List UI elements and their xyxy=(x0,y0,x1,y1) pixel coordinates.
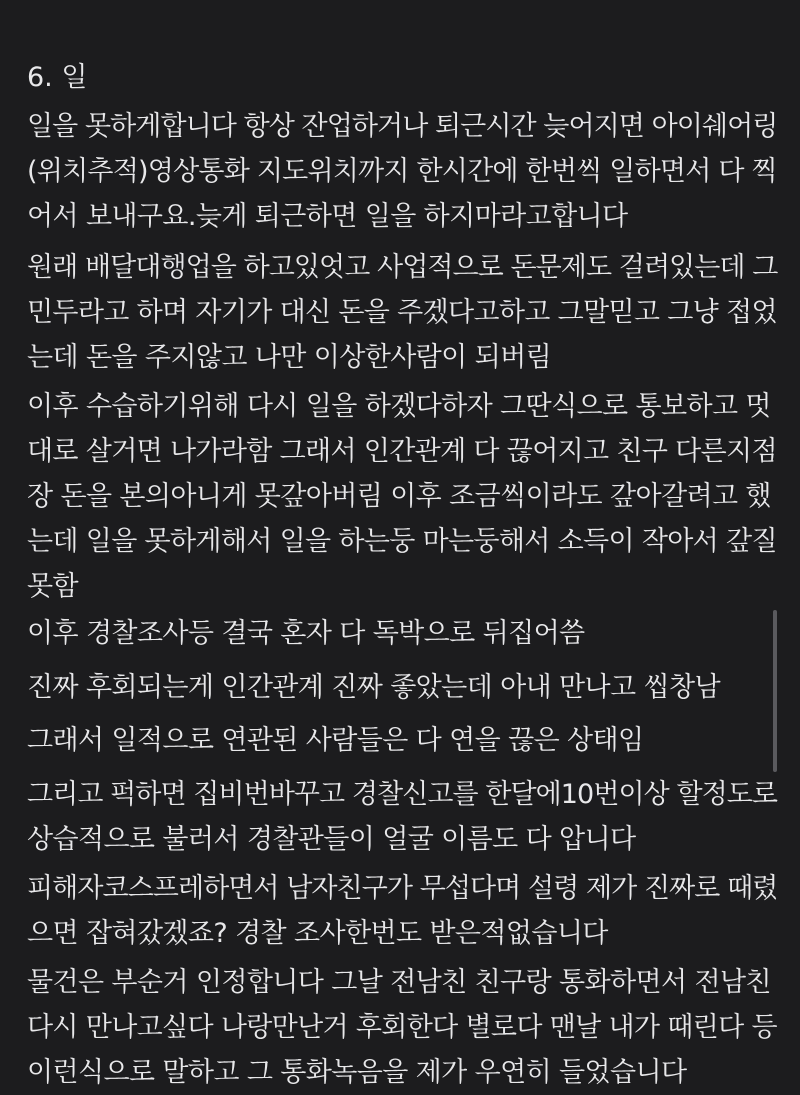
paragraph xyxy=(27,611,585,656)
paragraph-line: 어서 보내구요.늦게 퇴근하면 일을 하지마라고합니다 xyxy=(27,201,628,232)
paragraph xyxy=(27,104,777,239)
paragraph xyxy=(27,245,777,380)
paragraph-line: 민두라고 하며 자기가 대신 돈을 주겠다고하고 그말믿고 그냥 접었 xyxy=(27,297,777,328)
paragraph-line: 장 돈을 본의아니게 못갚아버림 이후 조금씩이라도 갚아갈려고 했 xyxy=(27,481,771,512)
paragraph-line: 피해자코스프레하면서 남자친구가 무섭다며 설령 제가 진짜로 때렸 xyxy=(27,873,778,904)
section-heading: 6. 일 xyxy=(27,62,88,93)
paragraph-line: 는데 돈을 주지않고 나만 이상한사람이 되버림 xyxy=(27,342,552,373)
paragraph-line: 으면 잡혀갔겠죠? 경찰 조사한번도 받은적없습니다 xyxy=(27,918,608,949)
scrollbar-thumb[interactable] xyxy=(773,610,777,772)
paragraph-line: (위치추적)영상통화 지도위치까지 한시간에 한번씩 일하면서 다 찍 xyxy=(27,156,777,187)
paragraph xyxy=(27,866,777,956)
paragraph-line: 물건은 부순거 인정합니다 그날 전남친 친구랑 통화하면서 전남친 xyxy=(27,967,771,998)
paragraph-line: 일을 못하게합니다 항상 잔업하거나 퇴근시간 늦어지면 아이쉐어링 xyxy=(27,111,778,142)
paragraph-line: 이후 경찰조사등 결국 혼자 다 독박으로 뒤집어씀 xyxy=(27,618,585,649)
paragraph-line: 진짜 후회되는게 인간관계 진짜 좋았는데 아내 만나고 씹창남 xyxy=(27,672,720,703)
paragraph xyxy=(27,960,777,1095)
paragraph-line: 그래서 일적으로 연관된 사람들은 다 연을 끊은 상태임 xyxy=(27,725,644,756)
paragraph xyxy=(27,384,777,609)
paragraph xyxy=(27,772,777,862)
paragraph xyxy=(27,718,643,763)
paragraph-line: 그리고 퍽하면 집비번바꾸고 경찰신고를 한달에10번이상 할정도로 xyxy=(27,779,778,810)
paragraph xyxy=(27,665,720,710)
paragraph-line: 원래 배달대행업을 하고있엇고 사업적으로 돈문제도 걸려있는데 그 xyxy=(27,252,778,283)
paragraph-line: 대로 살거면 나가라함 그래서 인간관계 다 끊어지고 친구 다른지점 xyxy=(27,436,777,467)
paragraph-line: 이런식으로 말하고 그 통화녹음을 제가 우연히 들었습니다 xyxy=(27,1057,687,1088)
paragraph-line: 다시 만나고싶다 나랑만난거 후회한다 별로다 맨날 내가 때린다 등 xyxy=(27,1012,777,1043)
paragraph-line: 이후 수습하기위해 다시 일을 하겠다하자 그딴식으로 통보하고 멋 xyxy=(27,391,771,422)
paragraph-line: 상습적으로 불러서 경찰관들이 얼굴 이름도 다 압니다 xyxy=(27,824,636,855)
paragraph-line: 는데 일을 못하게해서 일을 하는둥 마는둥해서 소득이 작아서 갚질 xyxy=(27,526,777,557)
paragraph-line: 못함 xyxy=(27,571,78,602)
